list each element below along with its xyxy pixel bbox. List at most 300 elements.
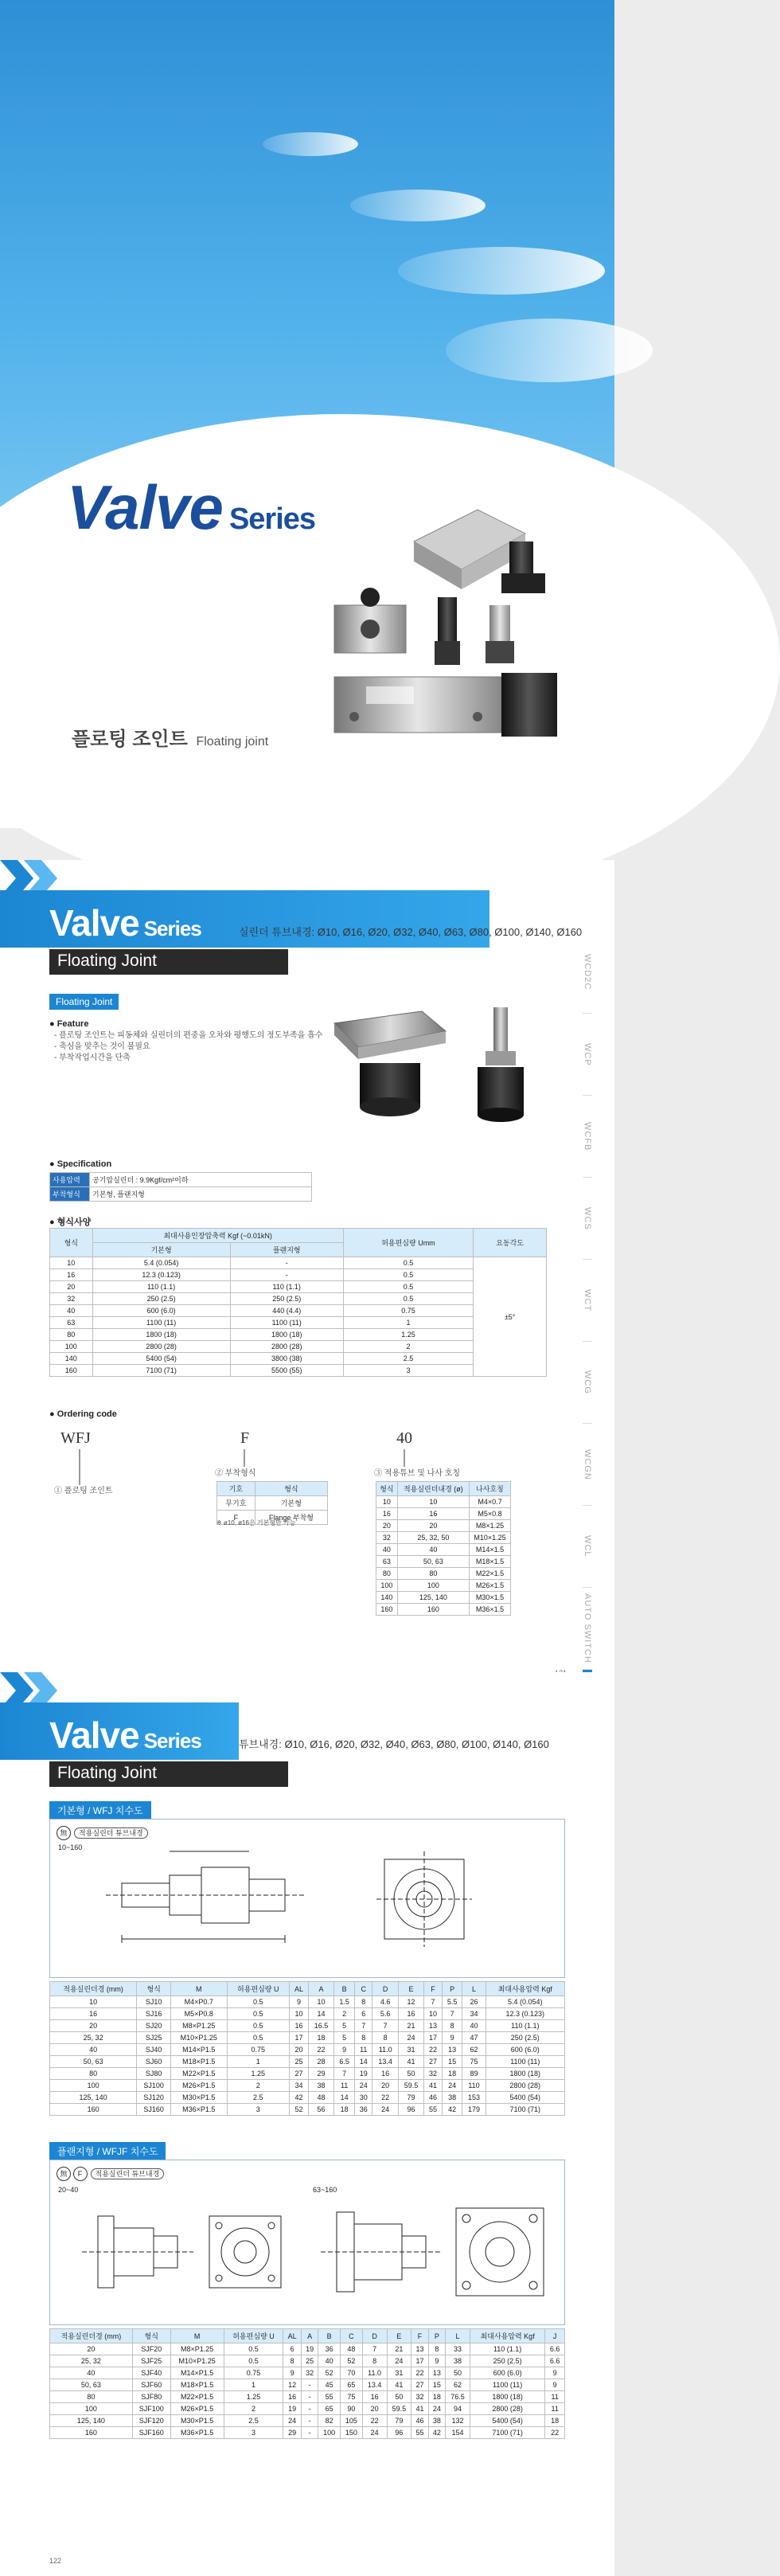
table-row (50, 1257, 547, 1269)
table-cell: 2 (224, 2403, 283, 2415)
table-cell: 40 (50, 1305, 93, 1317)
mount-type-note: ※ ø10, ø16은 기본형만 가능 (216, 1519, 296, 1526)
table-cell: M18×1.5 (469, 1556, 510, 1568)
header-series: Series (143, 1729, 201, 1753)
table-cell: 125, 140 (50, 2092, 137, 2104)
table-cell: 21 (398, 2020, 423, 2032)
table-cell: M8×P1.25 (171, 2020, 227, 2032)
side-tab-wcg: WCG (583, 1342, 592, 1424)
order-label: ② 부착형식 (215, 1469, 256, 1478)
table-cell: M14×P1.5 (171, 2044, 227, 2056)
table-cell: - (301, 2379, 318, 2391)
table-row (376, 1520, 511, 1532)
table-cell: 42 (428, 2427, 445, 2439)
table-row (376, 1532, 511, 1544)
table-cell: 34 (462, 2008, 486, 2020)
table-cell: 50 (446, 2367, 470, 2379)
column-header: 최대사용압력 Kgf (486, 1982, 564, 1996)
table-cell: 41 (424, 2080, 442, 2092)
table-cell: 7 (355, 2020, 372, 2032)
table-cell: 12.3 (0.123) (486, 2008, 564, 2020)
table-cell: 20 (376, 1520, 398, 1532)
column-header: 최대사용압력 Kgf (470, 2329, 544, 2343)
table-cell: 0.75 (224, 2367, 283, 2379)
table-cell: M36×P1.5 (170, 2427, 224, 2439)
basic-label: 無 적용실린더 튜브내경 (57, 1826, 148, 1840)
table-cell: SJ16 (137, 2008, 171, 2020)
table-cell: 59.5 (387, 2403, 411, 2415)
table-cell: 14 (308, 2008, 333, 2020)
table-cell: 기본형 (255, 1496, 327, 1511)
table-cell: 24 (428, 2403, 445, 2415)
table-cell: - (230, 1257, 343, 1269)
feature-item: - 부착작업시간을 단축 (54, 1053, 131, 1062)
table-cell: 52 (290, 2104, 309, 2116)
table-row (376, 1556, 511, 1568)
column-header: P (428, 2329, 445, 2343)
table-cell: 7 (362, 2343, 387, 2355)
table-row (50, 1281, 547, 1293)
table-cell: M5×0.8 (469, 1508, 510, 1520)
table-cell: M14×P1.5 (170, 2367, 224, 2379)
table-cell: 110 (1.1) (470, 2343, 544, 2355)
column-header: D (362, 2329, 387, 2343)
table-cell: 110 (1.1) (230, 1281, 343, 1293)
table-cell: 9 (334, 2044, 355, 2056)
table-cell: 25, 32, 50 (397, 1532, 469, 1544)
table-cell: 32 (50, 1293, 93, 1305)
table-cell: 90 (341, 2403, 363, 2415)
table-cell: 24 (442, 2080, 462, 2092)
table-cell: SJF80 (132, 2391, 170, 2403)
table-cell: 11 (334, 2080, 355, 2092)
table-cell: 2.5 (343, 1353, 474, 1365)
table-cell: 20 (372, 2080, 398, 2092)
table-cell: 52 (318, 2367, 341, 2379)
flange-technical-drawing (66, 2192, 560, 2320)
table-cell: 5400 (54) (92, 1353, 230, 1365)
column-header: F (424, 1982, 442, 1996)
table-cell: 1.25 (224, 2391, 283, 2403)
table-cell: 20 (397, 1520, 469, 1532)
side-tab-wcp: WCP (583, 1014, 592, 1096)
column-header: C (355, 1982, 372, 1996)
table-cell: 140 (376, 1592, 398, 1604)
column-header: 요동각도 (474, 1229, 547, 1257)
order-label: ③ 적용튜브 및 나사 호칭 (374, 1469, 461, 1478)
table-cell: M22×P1.5 (171, 2068, 227, 2080)
table-cell: 40 (50, 2367, 133, 2379)
table-cell: 31 (387, 2367, 411, 2379)
table-cell: 11.0 (372, 2044, 398, 2056)
table-cell: 6.6 (545, 2355, 565, 2367)
table-cell: 9 (283, 2367, 302, 2379)
table-cell: SJ25 (137, 2032, 171, 2044)
table-cell: 13.4 (372, 2056, 398, 2068)
table-row (50, 2403, 565, 2415)
table-cell: 2800 (28) (486, 2080, 564, 2092)
basic-technical-drawing (98, 1843, 544, 1971)
section-tag: Floating Joint (49, 994, 119, 1010)
column-header: AL (283, 2329, 302, 2343)
table-cell: 250 (2.5) (486, 2032, 564, 2044)
feature-item: - 축심을 맞추는 것이 불필요 (54, 1042, 150, 1051)
table-cell: 9 (290, 1996, 309, 2008)
table-row (376, 1580, 511, 1592)
table-cell: 100 (50, 2403, 133, 2415)
table-cell: M22×P1.5 (170, 2391, 224, 2403)
side-tab-wcd-c: WCD2C (583, 932, 592, 1014)
side-tab-auto-switch: AUTO SWITCH (583, 1588, 592, 1670)
table-cell: 24 (355, 2080, 372, 2092)
table-cell: M26×P1.5 (171, 2080, 227, 2092)
table-cell: 20 (362, 2403, 387, 2415)
table-cell: 10 (376, 1496, 398, 1508)
table-cell: 11 (545, 2391, 565, 2403)
table-cell: 24 (372, 2104, 398, 2116)
table-cell: M30×P1.5 (171, 2092, 227, 2104)
table-cell: 75 (341, 2391, 363, 2403)
column-header: 허용편심량 U (227, 1982, 290, 1996)
table-cell: M10×P1.25 (171, 2032, 227, 2044)
column-header: 형식 (132, 2329, 170, 2343)
table-cell: 25 (290, 2056, 309, 2068)
table-row (50, 1187, 312, 1202)
table-cell: 24 (283, 2415, 302, 2427)
table-cell: 125, 140 (50, 2415, 133, 2427)
table-cell: 19 (283, 2403, 302, 2415)
table-cell: 32 (411, 2391, 428, 2403)
table-cell: SJ40 (137, 2044, 171, 2056)
table-cell: 1.5 (334, 1996, 355, 2008)
table-cell: M4×P0.7 (171, 1996, 227, 2008)
table-cell: SJ20 (137, 2020, 171, 2032)
table-cell: 6.5 (334, 2056, 355, 2068)
table-cell: 6.6 (545, 2343, 565, 2355)
table-cell: 62 (462, 2044, 486, 2056)
table-cell: SJF20 (132, 2343, 170, 2355)
table-cell: 0.5 (224, 2343, 283, 2355)
table-row (50, 2032, 565, 2044)
side-tab-wct: WCT (583, 1260, 592, 1342)
table-cell: 13 (428, 2367, 445, 2379)
table-cell: 22 (411, 2367, 428, 2379)
table-row (50, 2056, 565, 2068)
table-cell: 250 (2.5) (230, 1293, 343, 1305)
table-cell: 1 (227, 2056, 290, 2068)
valve-products-image (318, 478, 581, 764)
header-title: Valve Series (49, 1714, 201, 1756)
table-cell: 0.5 (343, 1269, 474, 1281)
column-header: 적용실린더경 (mm) (50, 2329, 133, 2343)
cloud-decoration (446, 319, 653, 382)
table-cell: 무기호 (217, 1496, 255, 1511)
table-cell: 33 (446, 2343, 470, 2355)
table-cell: 1 (224, 2379, 283, 2391)
table-cell: 20 (50, 2343, 133, 2355)
column-subheader: 기본형 (92, 1243, 230, 1257)
column-header: J (545, 2329, 565, 2343)
table-row (217, 1496, 328, 1511)
column-header: L (446, 2329, 470, 2343)
table-row (50, 1317, 547, 1329)
table-cell: SJF60 (132, 2379, 170, 2391)
table-cell: 100 (50, 1341, 93, 1353)
table-cell: 38 (446, 2355, 470, 2367)
table-row (376, 1508, 511, 1520)
column-header: E (398, 1982, 423, 1996)
table-cell: 70 (341, 2367, 363, 2379)
table-cell: 9 (545, 2367, 565, 2379)
table-cell: 38 (442, 2092, 462, 2104)
table-row (50, 2080, 565, 2092)
table-cell: 154 (446, 2427, 470, 2439)
table-cell: 16 (362, 2391, 387, 2403)
table-cell: 0.5 (343, 1281, 474, 1293)
order-code-part: 40 (396, 1429, 412, 1447)
table-cell: 14 (355, 2056, 372, 2068)
basic-range: 10~160 (58, 1843, 83, 1851)
column-header: 나사호칭 (469, 1482, 510, 1496)
table-cell: 160 (397, 1604, 469, 1616)
table-cell: 32 (424, 2068, 442, 2080)
column-header: 형식 (376, 1482, 398, 1496)
table-cell: 16 (50, 1269, 93, 1281)
column-subheader: 플랜지형 (230, 1243, 343, 1257)
table-cell: 50 (387, 2391, 411, 2403)
table-cell: 140 (50, 1353, 93, 1365)
table-cell: 29 (308, 2068, 333, 2080)
table-cell: 40 (376, 1544, 398, 1556)
table-row (50, 1353, 547, 1365)
table-cell: 9 (442, 2032, 462, 2044)
table-cell: 26 (462, 1996, 486, 2008)
table-cell: 50, 63 (50, 2056, 137, 2068)
table-cell: 63 (50, 1317, 93, 1329)
column-header: A (308, 1982, 333, 1996)
header-title: Valve Series (49, 902, 201, 944)
cloud-decoration (398, 247, 605, 295)
table-cell: SJF25 (132, 2355, 170, 2367)
table-cell: 5.6 (372, 2008, 398, 2020)
table-cell: 80 (50, 2068, 137, 2080)
table-cell: 15 (442, 2056, 462, 2068)
cover-title-series: Series (228, 502, 316, 536)
order-label: ① 플로팅 조인트 (54, 1487, 113, 1495)
table-cell: 13 (424, 2020, 442, 2032)
table-cell: 7 (334, 2068, 355, 2080)
table-cell: 48 (308, 2092, 333, 2104)
table-cell: 16 (397, 1508, 469, 1520)
table-cell: 30 (355, 2092, 372, 2104)
cloud-decoration (350, 190, 486, 221)
side-tab-wcs: WCS (583, 1178, 592, 1260)
table-header-row (50, 1229, 547, 1243)
table-cell: SJ10 (137, 1996, 171, 2008)
table-cell: 40 (318, 2355, 341, 2367)
table-cell: 8 (355, 2032, 372, 2044)
table-cell: 41 (411, 2403, 428, 2415)
table-cell: 16 (398, 2008, 423, 2020)
table-cell: 80 (50, 1329, 93, 1341)
table-row (50, 2391, 565, 2403)
header-series: Series (143, 917, 201, 940)
table-cell: 8 (442, 2020, 462, 2032)
table-cell: 11 (355, 2044, 372, 2056)
table-cell: 105 (341, 2415, 363, 2427)
table-cell: 8 (283, 2355, 302, 2367)
table-cell: 7100 (71) (470, 2427, 544, 2439)
table-cell: 55 (411, 2427, 428, 2439)
flange-dimension-table (49, 2328, 565, 2439)
table-cell: 8 (355, 1996, 372, 2008)
table-row (376, 1544, 511, 1556)
table-cell: 1800 (18) (230, 1329, 343, 1341)
thread-table (376, 1481, 511, 1616)
header-subtitle: Floating Joint (49, 1761, 288, 1787)
table-cell: 63 (376, 1556, 398, 1568)
table-cell: 600 (6.0) (92, 1305, 230, 1317)
table-cell: M10×P1.25 (170, 2355, 224, 2367)
order-code-part: WFJ (60, 1429, 91, 1447)
column-header: 적용실린더경 (mm) (50, 1982, 137, 1996)
column-header: 허용편심량 Umm (343, 1229, 474, 1257)
table-row (376, 1568, 511, 1580)
table-cell: 6 (283, 2343, 302, 2355)
table-cell: 42 (290, 2092, 309, 2104)
table-cell: 16 (50, 2008, 137, 2020)
table-cell: 41 (387, 2379, 411, 2391)
table-cell: 4.6 (372, 1996, 398, 2008)
table-row (50, 1365, 547, 1377)
table-cell: 79 (398, 2092, 423, 2104)
table-cell: 2 (227, 2080, 290, 2092)
table-cell: 1100 (11) (92, 1317, 230, 1329)
table-cell: 16.5 (308, 2020, 333, 2032)
table-cell: 5.5 (442, 1996, 462, 2008)
table-cell: M30×P1.5 (170, 2415, 224, 2427)
table-cell: SJ160 (137, 2104, 171, 2116)
table-row (50, 2020, 565, 2032)
table-cell: 48 (341, 2343, 363, 2355)
column-header: 최대사용인장압축력 Kgf (~0.01kN) (92, 1229, 343, 1243)
table-cell: SJ120 (137, 2092, 171, 2104)
table-row (50, 2092, 565, 2104)
table-cell: SJF120 (132, 2415, 170, 2427)
table-cell: 80 (50, 2391, 133, 2403)
table-cell: 125, 140 (397, 1592, 469, 1604)
column-header: F (411, 2329, 428, 2343)
table-cell: M14×1.5 (469, 1544, 510, 1556)
cover-subtitle (72, 723, 268, 751)
table-cell: 55 (318, 2391, 341, 2403)
table-cell: 56 (308, 2104, 333, 2116)
table-cell: 5.4 (0.054) (486, 1996, 564, 2008)
table-cell: - (301, 2427, 318, 2439)
table-cell: 0.75 (227, 2044, 290, 2056)
table-cell: 18 (428, 2391, 445, 2403)
table-cell: 16 (283, 2391, 302, 2403)
column-header: 기호 (217, 1482, 255, 1496)
table-cell: 1 (343, 1317, 474, 1329)
table-cell: 36 (318, 2343, 341, 2355)
table-cell: 100 (50, 2080, 137, 2092)
table-cell: 14 (334, 2092, 355, 2104)
cloud-decoration (263, 132, 358, 156)
table-cell: M26×1.5 (469, 1580, 510, 1592)
table-cell: 8 (428, 2343, 445, 2355)
column-header: 형식 (50, 1229, 93, 1257)
spec-heading: ● Specification (49, 1159, 112, 1169)
table-cell: 153 (462, 2092, 486, 2104)
cover-title: Valve Series (67, 472, 316, 542)
table-row (50, 2044, 565, 2056)
bore-sizes: 실린더 튜브내경: Ø10, Ø16, Ø20, Ø32, Ø40, Ø63, Ø80, Ø100, Ø140, Ø160 (239, 926, 583, 938)
table-cell: 22 (424, 2044, 442, 2056)
table-cell: 41 (398, 2056, 423, 2068)
table-cell: M8×1.25 (469, 1520, 510, 1532)
column-header: 적용실린더내경 (ø) (397, 1482, 469, 1496)
table-cell: M36×P1.5 (171, 2104, 227, 2116)
cover-page (0, 0, 614, 828)
table-header-row (376, 1482, 511, 1496)
table-cell: 19 (301, 2343, 318, 2355)
table-cell: 5400 (54) (470, 2415, 544, 2427)
table-cell: 1.25 (227, 2068, 290, 2080)
table-cell: 9 (428, 2355, 445, 2367)
page-header (0, 1672, 614, 1800)
table-cell: M5×P0.8 (171, 2008, 227, 2020)
table-cell: 2800 (28) (92, 1341, 230, 1353)
table-cell: 18 (308, 2032, 333, 2044)
table-cell: 96 (398, 2104, 423, 2116)
feature-list (54, 1030, 322, 1064)
table-cell: 20 (290, 2044, 309, 2056)
table-row (50, 1269, 547, 1281)
table-cell: 250 (2.5) (92, 1293, 230, 1305)
table-row (50, 2415, 565, 2427)
table-cell: 0.75 (343, 1305, 474, 1317)
table-cell: 38 (308, 2080, 333, 2092)
table-header-row (50, 2329, 565, 2343)
table-cell: SJ80 (137, 2068, 171, 2080)
table-cell: - (230, 1269, 343, 1281)
table-cell: 46 (424, 2092, 442, 2104)
table-cell: M4×0.7 (469, 1496, 510, 1508)
table-cell: 7 (372, 2020, 398, 2032)
dimension-page (0, 1672, 614, 2576)
table-cell: 38 (428, 2415, 445, 2427)
table-cell: 50, 63 (50, 2379, 133, 2391)
table-cell: 12.3 (0.123) (92, 1269, 230, 1281)
flange-drawing (49, 2160, 565, 2325)
table-row (50, 1996, 565, 2008)
table-header-row (50, 1982, 565, 1996)
table-cell: 7100 (71) (92, 1365, 230, 1377)
table-cell: 27 (290, 2068, 309, 2080)
table-cell: 24 (387, 2355, 411, 2367)
basic-drawing (49, 1819, 565, 1978)
side-tab-wcfb: WCFB (583, 1096, 592, 1178)
table-cell: 21 (387, 2343, 411, 2355)
feature-heading: ● Feature (49, 1019, 89, 1029)
table-cell: 1800 (18) (486, 2068, 564, 2080)
table-cell: 34 (290, 2080, 309, 2092)
table-cell: 10 (397, 1496, 469, 1508)
table-cell: 1800 (18) (92, 1329, 230, 1341)
table-cell: 0.5 (343, 1293, 474, 1305)
table-cell: 100 (397, 1580, 469, 1592)
